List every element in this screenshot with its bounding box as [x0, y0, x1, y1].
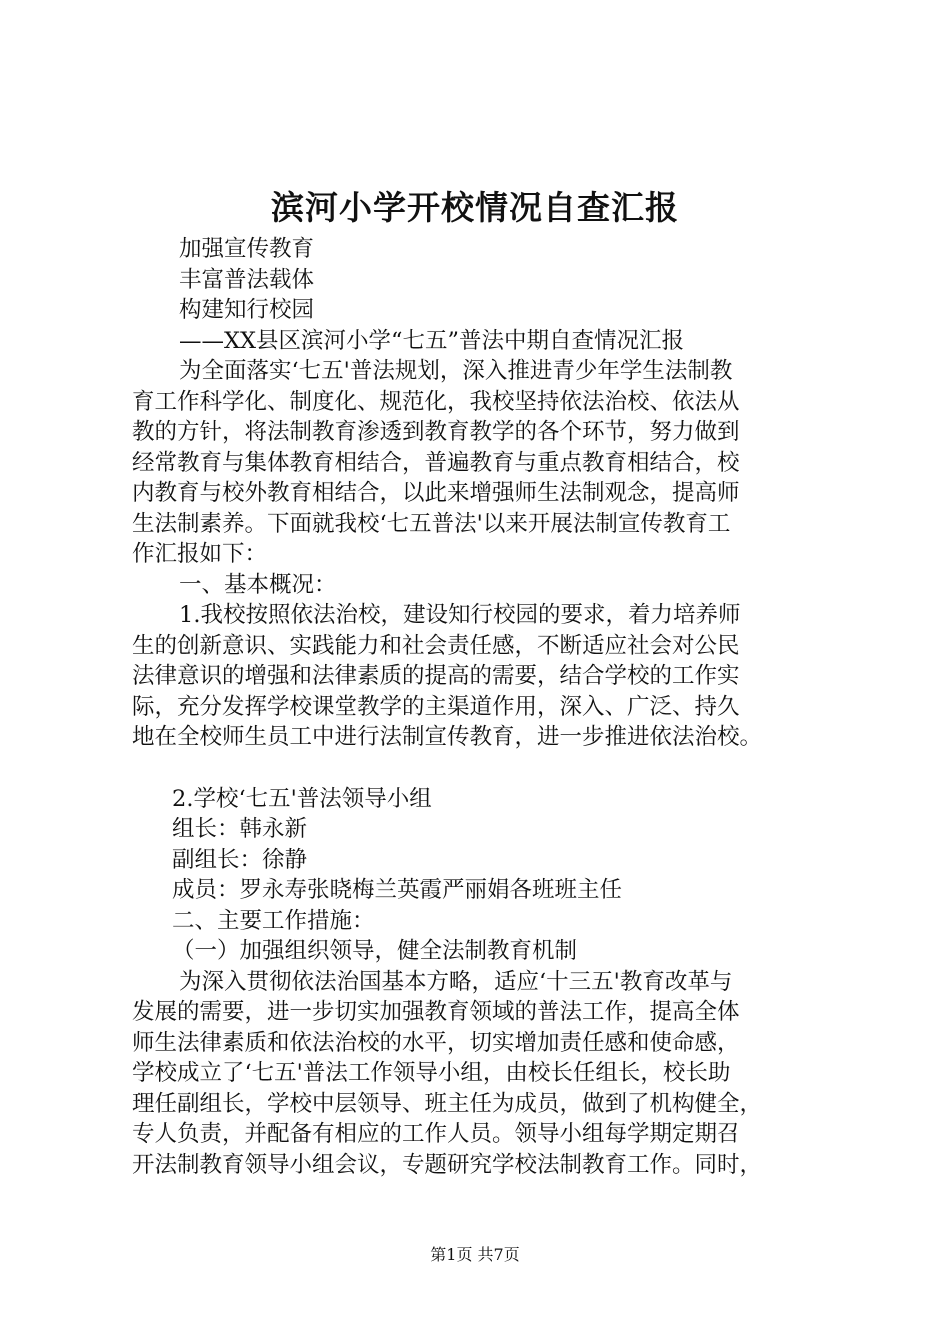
- document-body: [132, 234, 828, 1180]
- paragraph-line: 生法制素养。下面就我校‘七五普法'以来开展法制宣传教育工: [132, 510, 731, 537]
- list-item: 组长：韩永新: [172, 816, 308, 842]
- paragraph-line: 1.我校按照依法治校，建设知行校园的要求，着力培养师: [179, 602, 741, 628]
- list-item: 副组长：徐静: [172, 846, 308, 873]
- report-subtitle: ——XX县区滨河小学“七五”普法中期自查情况汇报: [179, 327, 685, 354]
- paragraph-line: 教的方针，将法制教育渗透到教育教学的各个环节，努力做到: [132, 419, 740, 445]
- subtitle-line: 加强宣传教育: [179, 236, 315, 262]
- subtitle-line: 丰富普法载体: [179, 266, 315, 293]
- paragraph-line: 理任副组长，学校中层领导、班主任为成员，做到了机构健全，: [132, 1090, 763, 1117]
- subsection-heading: （一）加强组织领导，健全法制教育机制: [172, 938, 578, 964]
- paragraph-line: 经常教育与集体教育相结合，普遍教育与重点教育相结合，校: [132, 449, 740, 476]
- paragraph-line: 内教育与校外教育相结合，以此来增强师生法制观念，提高师: [132, 480, 740, 506]
- list-item: 2.学校‘七五'普法领导小组: [172, 785, 432, 812]
- paragraph-line: 生的创新意识、实践能力和社会责任感，不断适应社会对公民: [132, 632, 740, 659]
- section-heading: 一、基本概况：: [179, 571, 337, 598]
- paragraph-line: 为全面落实‘七五'普法规划，深入推进青少年学生法制教: [179, 358, 733, 384]
- paragraph-line: 为深入贯彻依法治国基本方略，适应‘十三五'教育改革与: [179, 968, 733, 995]
- section-heading: 二、主要工作措施：: [172, 907, 375, 934]
- paragraph-line: 地在全校师生员工中进行法制宣传教育，进一步推进依法治校。: [132, 724, 763, 750]
- list-item: 成员：罗永寿张晓梅兰英霞严丽娟各班班主任: [172, 877, 623, 903]
- paragraph-line: 法律意识的增强和法律素质的提高的需要，结合学校的工作实: [132, 663, 740, 689]
- document-title: 滨河小学开校情况自查汇报: [271, 188, 679, 227]
- paragraph-line: 际，充分发挥学校课堂教学的主渠道作用，深入、广泛、持久: [132, 693, 740, 720]
- paragraph-line: 开法制教育领导小组会议，专题研究学校法制教育工作。同时，: [132, 1151, 763, 1178]
- blank-line: [132, 753, 828, 784]
- paragraph-line: 专人负责，并配备有相应的工作人员。领导小组每学期定期召: [132, 1121, 740, 1147]
- paragraph-line: 育工作科学化、制度化、规范化，我校坚持依法治校、依法从: [132, 388, 740, 415]
- paragraph-line: 发展的需要，进一步切实加强教育领域的普法工作，提高全体: [132, 999, 740, 1025]
- subtitle-line: 构建知行校园: [179, 297, 315, 323]
- page-number: 第1页 共7页: [430, 1245, 520, 1264]
- paragraph-line: 学校成立了‘七五'普法工作领导小组，由校长任组长，校长助: [132, 1060, 731, 1086]
- paragraph-line: 师生法律素质和依法治校的水平，切实增加责任感和使命感，: [132, 1029, 740, 1056]
- paragraph-line: 作汇报如下：: [132, 541, 268, 567]
